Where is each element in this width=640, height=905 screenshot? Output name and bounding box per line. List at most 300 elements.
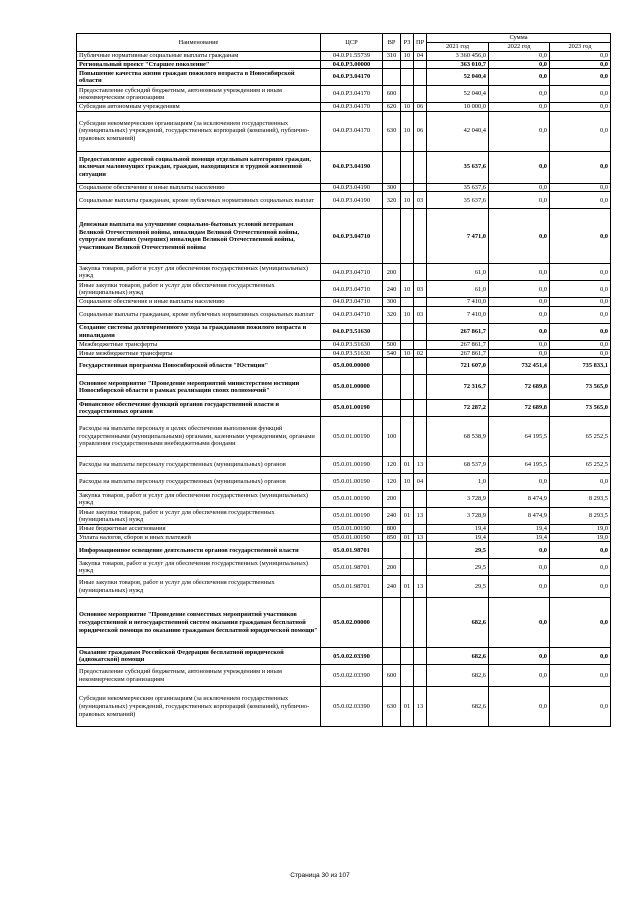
table-row xyxy=(77,375,611,400)
row-csr-cell: 05.0.01.00190 xyxy=(321,474,383,491)
row-pr-cell: 04 xyxy=(414,52,427,61)
row-2022-cell: 72 689,8 xyxy=(489,400,550,417)
row-2021-cell: 52 040,4 xyxy=(427,69,489,86)
row-2022-cell: 0,0 xyxy=(489,576,550,598)
row-2023-cell: 0,0 xyxy=(550,111,611,151)
row-pr-cell: 06 xyxy=(414,111,427,151)
row-2022-cell: 0,0 xyxy=(489,281,550,298)
table-row xyxy=(77,264,611,281)
table-row xyxy=(77,69,611,86)
row-vr-cell xyxy=(383,648,401,665)
row-2021-cell: 682,6 xyxy=(427,598,489,648)
row-pr-cell xyxy=(414,417,427,457)
row-2023-cell: 0,0 xyxy=(550,60,611,69)
row-rz-cell xyxy=(401,417,414,457)
row-name-cell: Региональный проект "Старшее поколение" xyxy=(77,60,321,69)
row-pr-cell: 03 xyxy=(414,306,427,323)
row-vr-cell xyxy=(383,323,401,340)
table-row xyxy=(77,474,611,491)
row-2022-cell: 0,0 xyxy=(489,264,550,281)
row-2021-cell: 267 861,7 xyxy=(427,323,489,340)
row-name-cell: Уплата налогов, сборов и иных платежей xyxy=(77,533,321,542)
row-name-cell: Социальное обеспечение и иные выплаты населению xyxy=(77,298,321,307)
row-name-cell: Социальное обеспечение и иные выплаты населению xyxy=(77,183,321,192)
row-pr-cell xyxy=(414,525,427,534)
row-2022-cell: 64 195,5 xyxy=(489,417,550,457)
row-name-cell: Предоставление адресной социальной помощи отдельным категориям граждан, включая малоимущих граждан, граждан, находящихся в трудной жизненной ситуации xyxy=(77,151,321,183)
row-rz-cell xyxy=(401,400,414,417)
row-pr-cell xyxy=(414,648,427,665)
budget-table-sheet xyxy=(76,33,610,727)
row-vr-cell xyxy=(383,598,401,648)
row-vr-cell xyxy=(383,209,401,264)
row-2023-cell: 0,0 xyxy=(550,349,611,358)
row-pr-cell xyxy=(414,323,427,340)
row-pr-cell: 13 xyxy=(414,576,427,598)
row-2021-cell: 267 861,7 xyxy=(427,340,489,349)
row-pr-cell xyxy=(414,209,427,264)
row-2023-cell: 0,0 xyxy=(550,209,611,264)
row-pr-cell xyxy=(414,86,427,103)
row-pr-cell xyxy=(414,375,427,400)
row-2022-cell: 0,0 xyxy=(489,183,550,192)
row-2023-cell: 0,0 xyxy=(550,192,611,209)
row-csr-cell: 04.0.P3.04190 xyxy=(321,183,383,192)
row-rz-cell xyxy=(401,491,414,508)
row-vr-cell: 320 xyxy=(383,192,401,209)
row-name-cell: Субсидии автономным учреждениям xyxy=(77,103,321,112)
table-row xyxy=(77,340,611,349)
row-name-cell: Предоставление субсидий бюджетным, автономным учреждениям и иным некоммерческим организациям xyxy=(77,665,321,687)
row-2023-cell: 73 565,0 xyxy=(550,400,611,417)
row-name-cell: Иные закупки товаров, работ и услуг для обеспечения государственных (муниципальных) нужд xyxy=(77,576,321,598)
row-2023-cell: 0,0 xyxy=(550,103,611,112)
row-2021-cell: 35 637,6 xyxy=(427,151,489,183)
row-rz-cell xyxy=(401,209,414,264)
row-2022-cell: 0,0 xyxy=(489,151,550,183)
row-csr-cell: 04.0.P3.00000 xyxy=(321,60,383,69)
row-name-cell: Предоставление субсидий бюджетным, автономным учреждениям и иным некоммерческим организациям xyxy=(77,86,321,103)
table-row xyxy=(77,576,611,598)
row-pr-cell xyxy=(414,340,427,349)
row-name-cell: Расходы на выплаты персоналу государственных (муниципальных) органов xyxy=(77,457,321,474)
row-2022-cell: 0,0 xyxy=(489,60,550,69)
row-name-cell: Финансовое обеспечение функций органов государственной власти и государственных органов xyxy=(77,400,321,417)
row-2023-cell: 8 293,5 xyxy=(550,491,611,508)
table-row xyxy=(77,103,611,112)
row-vr-cell: 100 xyxy=(383,417,401,457)
row-csr-cell: 04.0.P3.04710 xyxy=(321,264,383,281)
row-2022-cell: 0,0 xyxy=(489,69,550,86)
row-2021-cell: 721 607,0 xyxy=(427,358,489,375)
row-rz-cell xyxy=(401,60,414,69)
row-name-cell: Повышение качества жизни граждан пожилого возраста в Новосибирской области xyxy=(77,69,321,86)
row-rz-cell xyxy=(401,525,414,534)
col-header-rz: РЗ xyxy=(401,34,414,52)
row-2022-cell: 0,0 xyxy=(489,542,550,559)
table-row xyxy=(77,533,611,542)
col-header-vr: ВР xyxy=(383,34,401,52)
row-2021-cell: 7 410,0 xyxy=(427,306,489,323)
row-rz-cell: 10 xyxy=(401,281,414,298)
row-csr-cell: 04.0.P3.04170 xyxy=(321,69,383,86)
row-vr-cell xyxy=(383,69,401,86)
row-vr-cell: 200 xyxy=(383,559,401,576)
row-2022-cell: 0,0 xyxy=(489,306,550,323)
row-2022-cell: 0,0 xyxy=(489,598,550,648)
row-2023-cell: 0,0 xyxy=(550,69,611,86)
row-vr-cell: 310 xyxy=(383,52,401,61)
row-rz-cell: 10 xyxy=(401,306,414,323)
row-rz-cell: 01 xyxy=(401,533,414,542)
row-rz-cell xyxy=(401,542,414,559)
row-name-cell: Создание системы долговременного ухода за гражданами пожилого возраста и инвалидами xyxy=(77,323,321,340)
row-rz-cell xyxy=(401,598,414,648)
row-csr-cell: 04.0.P3.04170 xyxy=(321,103,383,112)
row-2021-cell: 682,6 xyxy=(427,665,489,687)
row-csr-cell: 05.0.02.03390 xyxy=(321,687,383,727)
table-row xyxy=(77,111,611,151)
row-2023-cell: 0,0 xyxy=(550,542,611,559)
row-2021-cell: 267 861,7 xyxy=(427,349,489,358)
row-2023-cell: 0,0 xyxy=(550,340,611,349)
row-2022-cell: 0,0 xyxy=(489,648,550,665)
table-row xyxy=(77,687,611,727)
row-2021-cell: 61,0 xyxy=(427,281,489,298)
row-vr-cell: 540 xyxy=(383,349,401,358)
row-csr-cell: 05.0.01.00000 xyxy=(321,375,383,400)
row-csr-cell: 05.0.01.98701 xyxy=(321,559,383,576)
row-2021-cell: 29,5 xyxy=(427,559,489,576)
row-csr-cell: 04.0.P3.51630 xyxy=(321,340,383,349)
row-pr-cell xyxy=(414,298,427,307)
row-rz-cell xyxy=(401,358,414,375)
row-2021-cell: 19,4 xyxy=(427,533,489,542)
row-csr-cell: 05.0.01.00190 xyxy=(321,400,383,417)
table-row xyxy=(77,183,611,192)
table-row xyxy=(77,192,611,209)
row-csr-cell: 05.0.02.03390 xyxy=(321,665,383,687)
row-name-cell: Иные закупки товаров, работ и услуг для обеспечения государственных (муниципальных) нужд xyxy=(77,508,321,525)
row-2021-cell: 19,4 xyxy=(427,525,489,534)
row-csr-cell: 05.0.02.03390 xyxy=(321,648,383,665)
table-row xyxy=(77,151,611,183)
row-2022-cell: 0,0 xyxy=(489,86,550,103)
row-2023-cell: 0,0 xyxy=(550,648,611,665)
row-2021-cell: 10 000,0 xyxy=(427,103,489,112)
row-2021-cell: 682,6 xyxy=(427,687,489,727)
row-2023-cell: 0,0 xyxy=(550,306,611,323)
col-header-pr: ПР xyxy=(414,34,427,52)
row-name-cell: Закупка товаров, работ и услуг для обеспечения государственных (муниципальных) нужд xyxy=(77,264,321,281)
table-row xyxy=(77,298,611,307)
row-vr-cell: 600 xyxy=(383,665,401,687)
row-2022-cell: 0,0 xyxy=(489,665,550,687)
row-rz-cell xyxy=(401,559,414,576)
row-2022-cell: 64 195,5 xyxy=(489,457,550,474)
row-2022-cell: 0,0 xyxy=(489,349,550,358)
row-name-cell: Основное мероприятие "Проведение совместных мероприятий участников государственной и негосударственной систем оказания гражданам бесплатной юридической помощи по оказанию гражданам бесплатной юридической помощи" xyxy=(77,598,321,648)
row-2023-cell: 19,0 xyxy=(550,533,611,542)
row-csr-cell: 05.0.01.00190 xyxy=(321,491,383,508)
row-2021-cell: 29,5 xyxy=(427,542,489,559)
row-2023-cell: 0,0 xyxy=(550,576,611,598)
row-name-cell: Иные межбюджетные трансферты xyxy=(77,349,321,358)
row-2021-cell: 72 316,7 xyxy=(427,375,489,400)
col-header-csr: ЦСР xyxy=(321,34,383,52)
row-2021-cell: 35 637,6 xyxy=(427,192,489,209)
row-2022-cell: 8 474,9 xyxy=(489,491,550,508)
row-vr-cell: 850 xyxy=(383,533,401,542)
row-vr-cell: 240 xyxy=(383,576,401,598)
row-2021-cell: 42 040,4 xyxy=(427,111,489,151)
row-2021-cell: 68 537,9 xyxy=(427,457,489,474)
table-row xyxy=(77,665,611,687)
row-vr-cell: 200 xyxy=(383,264,401,281)
row-rz-cell xyxy=(401,375,414,400)
row-vr-cell: 630 xyxy=(383,111,401,151)
row-csr-cell: 05.0.01.00190 xyxy=(321,457,383,474)
row-vr-cell: 630 xyxy=(383,687,401,727)
row-pr-cell: 13 xyxy=(414,457,427,474)
row-name-cell: Расходы на выплаты персоналу в целях обеспечения выполнения функций государственными (муниципальными) органами, казенными учреждениями, органами управления государственными внебюджетными фондами xyxy=(77,417,321,457)
budget-table-body xyxy=(77,52,611,727)
table-row xyxy=(77,400,611,417)
row-csr-cell: 04.0.P1.55739 xyxy=(321,52,383,61)
row-csr-cell: 05.0.01.98701 xyxy=(321,542,383,559)
row-2021-cell: 7 410,0 xyxy=(427,298,489,307)
row-2021-cell: 29,5 xyxy=(427,576,489,598)
table-row xyxy=(77,648,611,665)
row-csr-cell: 05.0.01.00190 xyxy=(321,533,383,542)
row-csr-cell: 04.0.P3.04710 xyxy=(321,298,383,307)
row-2021-cell: 35 637,6 xyxy=(427,183,489,192)
row-vr-cell: 600 xyxy=(383,86,401,103)
row-rz-cell: 10 xyxy=(401,474,414,491)
row-name-cell: Субсидии некоммерческим организациям (за исключением государственных (муниципальных) учреждений, государственных корпораций (компаний), публично-правовых компаний) xyxy=(77,111,321,151)
row-rz-cell: 10 xyxy=(401,349,414,358)
col-header-2022: 2022 год xyxy=(489,43,550,52)
row-2023-cell: 73 565,0 xyxy=(550,375,611,400)
row-pr-cell xyxy=(414,183,427,192)
row-name-cell: Социальные выплаты гражданам, кроме публичных нормативных социальных выплат xyxy=(77,306,321,323)
table-row xyxy=(77,508,611,525)
row-csr-cell: 04.0.P3.04190 xyxy=(321,192,383,209)
row-vr-cell xyxy=(383,542,401,559)
row-2022-cell: 0,0 xyxy=(489,687,550,727)
row-2022-cell: 0,0 xyxy=(489,192,550,209)
row-pr-cell xyxy=(414,665,427,687)
row-name-cell: Основное мероприятие "Проведение мероприятий министерством юстиции Новосибирской области в рамках реализации своих полномочий" xyxy=(77,375,321,400)
row-csr-cell: 04.0.P3.04710 xyxy=(321,209,383,264)
row-2023-cell: 65 252,5 xyxy=(550,417,611,457)
row-2022-cell: 0,0 xyxy=(489,209,550,264)
row-vr-cell: 120 xyxy=(383,457,401,474)
row-name-cell: Публичные нормативные социальные выплаты гражданам xyxy=(77,52,321,61)
row-2023-cell: 8 293,5 xyxy=(550,508,611,525)
row-2021-cell: 72 287,2 xyxy=(427,400,489,417)
table-row xyxy=(77,86,611,103)
row-pr-cell xyxy=(414,358,427,375)
row-2022-cell: 0,0 xyxy=(489,111,550,151)
row-2021-cell: 3 728,9 xyxy=(427,491,489,508)
table-row xyxy=(77,358,611,375)
row-2022-cell: 0,0 xyxy=(489,298,550,307)
row-name-cell: Закупка товаров, работ и услуг для обеспечения государственных (муниципальных) нужд xyxy=(77,491,321,508)
row-2021-cell: 1,0 xyxy=(427,474,489,491)
row-vr-cell: 240 xyxy=(383,281,401,298)
row-rz-cell: 10 xyxy=(401,192,414,209)
table-row xyxy=(77,323,611,340)
col-header-sum: Сумма xyxy=(427,34,611,43)
row-rz-cell: 01 xyxy=(401,508,414,525)
row-pr-cell xyxy=(414,598,427,648)
table-row xyxy=(77,559,611,576)
budget-table xyxy=(76,33,611,727)
row-2023-cell: 0,0 xyxy=(550,52,611,61)
row-rz-cell xyxy=(401,86,414,103)
row-rz-cell: 10 xyxy=(401,111,414,151)
row-name-cell: Иные бюджетные ассигнования xyxy=(77,525,321,534)
row-2022-cell: 0,0 xyxy=(489,474,550,491)
row-2021-cell: 68 538,9 xyxy=(427,417,489,457)
row-name-cell: Информационное освещение деятельности органов государственной власти xyxy=(77,542,321,559)
row-2023-cell: 0,0 xyxy=(550,86,611,103)
row-pr-cell xyxy=(414,60,427,69)
row-2022-cell: 0,0 xyxy=(489,323,550,340)
row-2023-cell: 0,0 xyxy=(550,151,611,183)
row-rz-cell xyxy=(401,665,414,687)
row-2021-cell: 3 360 456,0 xyxy=(427,52,489,61)
row-csr-cell: 05.0.01.00190 xyxy=(321,417,383,457)
row-pr-cell xyxy=(414,491,427,508)
row-vr-cell: 320 xyxy=(383,306,401,323)
row-name-cell: Иные закупки товаров, работ и услуг для обеспечения государственных (муниципальных) нужд xyxy=(77,281,321,298)
row-pr-cell: 13 xyxy=(414,687,427,727)
row-name-cell: Социальные выплаты гражданам, кроме публичных нормативных социальных выплат xyxy=(77,192,321,209)
row-rz-cell xyxy=(401,183,414,192)
row-pr-cell xyxy=(414,559,427,576)
row-vr-cell xyxy=(383,151,401,183)
row-pr-cell: 04 xyxy=(414,474,427,491)
row-2023-cell: 0,0 xyxy=(550,264,611,281)
row-rz-cell xyxy=(401,648,414,665)
row-name-cell: Расходы на выплаты персоналу государственных (муниципальных) органов xyxy=(77,474,321,491)
row-2023-cell: 0,0 xyxy=(550,559,611,576)
table-row xyxy=(77,525,611,534)
row-rz-cell xyxy=(401,69,414,86)
row-csr-cell: 05.0.00.00000 xyxy=(321,358,383,375)
row-rz-cell: 10 xyxy=(401,103,414,112)
row-2021-cell: 7 471,0 xyxy=(427,209,489,264)
table-row xyxy=(77,417,611,457)
row-pr-cell xyxy=(414,542,427,559)
page-number: Страница 30 из 107 xyxy=(290,872,350,879)
table-row xyxy=(77,349,611,358)
row-rz-cell xyxy=(401,323,414,340)
row-rz-cell xyxy=(401,264,414,281)
row-2023-cell: 0,0 xyxy=(550,323,611,340)
row-rz-cell: 01 xyxy=(401,687,414,727)
row-vr-cell xyxy=(383,400,401,417)
row-2023-cell: 0,0 xyxy=(550,474,611,491)
row-2022-cell: 19,4 xyxy=(489,525,550,534)
row-vr-cell xyxy=(383,60,401,69)
row-csr-cell: 04.0.P3.04710 xyxy=(321,306,383,323)
row-2021-cell: 682,6 xyxy=(427,648,489,665)
row-pr-cell: 03 xyxy=(414,192,427,209)
row-2021-cell: 363 010,7 xyxy=(427,60,489,69)
row-rz-cell: 01 xyxy=(401,576,414,598)
row-vr-cell: 500 xyxy=(383,340,401,349)
row-2022-cell: 0,0 xyxy=(489,340,550,349)
row-2023-cell: 0,0 xyxy=(550,687,611,727)
row-2022-cell: 732 451,4 xyxy=(489,358,550,375)
row-name-cell: Субсидии некоммерческим организациям (за исключением государственных (муниципальных) учреждений, государственных корпораций (компаний), публично-правовых компаний) xyxy=(77,687,321,727)
table-row xyxy=(77,542,611,559)
row-vr-cell: 120 xyxy=(383,474,401,491)
row-2021-cell: 52 040,4 xyxy=(427,86,489,103)
row-2023-cell: 0,0 xyxy=(550,665,611,687)
col-header-2021: 2021 год xyxy=(427,43,489,52)
row-2022-cell: 72 689,8 xyxy=(489,375,550,400)
row-2023-cell: 0,0 xyxy=(550,598,611,648)
row-pr-cell: 02 xyxy=(414,349,427,358)
row-name-cell: Межбюджетные трансферты xyxy=(77,340,321,349)
row-rz-cell xyxy=(401,151,414,183)
row-2023-cell: 65 252,5 xyxy=(550,457,611,474)
row-csr-cell: 04.0.P3.51630 xyxy=(321,323,383,340)
row-csr-cell: 04.0.P3.04190 xyxy=(321,151,383,183)
row-csr-cell: 04.0.P3.04710 xyxy=(321,281,383,298)
row-2023-cell: 0,0 xyxy=(550,183,611,192)
row-2023-cell: 0,0 xyxy=(550,281,611,298)
row-pr-cell xyxy=(414,151,427,183)
row-rz-cell xyxy=(401,298,414,307)
row-pr-cell: 06 xyxy=(414,103,427,112)
row-pr-cell: 03 xyxy=(414,281,427,298)
table-row xyxy=(77,52,611,61)
row-rz-cell: 10 xyxy=(401,52,414,61)
row-rz-cell: 01 xyxy=(401,457,414,474)
row-vr-cell: 200 xyxy=(383,491,401,508)
row-pr-cell xyxy=(414,400,427,417)
row-csr-cell: 05.0.01.98701 xyxy=(321,576,383,598)
row-2022-cell: 0,0 xyxy=(489,52,550,61)
row-name-cell: Оказание гражданам Российской Федерации бесплатной юридической (адвокатской) помощи xyxy=(77,648,321,665)
col-header-2023: 2023 год xyxy=(550,43,611,52)
row-pr-cell: 13 xyxy=(414,508,427,525)
row-csr-cell: 05.0.01.00190 xyxy=(321,525,383,534)
table-row xyxy=(77,306,611,323)
row-2022-cell: 8 474,9 xyxy=(489,508,550,525)
row-csr-cell: 04.0.P3.04170 xyxy=(321,111,383,151)
table-row xyxy=(77,457,611,474)
table-row xyxy=(77,209,611,264)
row-2023-cell: 735 833,1 xyxy=(550,358,611,375)
row-2023-cell: 19,0 xyxy=(550,525,611,534)
row-name-cell: Денежная выплата на улучшение социально-бытовых условий ветеранам Великой Отечественной войны, инвалидам Великой Отечественной войны, супругам погибших (умерших) инвалидов Великой Отечественной войны, участникам Великой Отечественной войны xyxy=(77,209,321,264)
table-row xyxy=(77,281,611,298)
row-name-cell: Закупка товаров, работ и услуг для обеспечения государственных (муниципальных) нужд xyxy=(77,559,321,576)
row-vr-cell xyxy=(383,358,401,375)
row-2023-cell: 0,0 xyxy=(550,298,611,307)
table-row xyxy=(77,491,611,508)
row-vr-cell xyxy=(383,375,401,400)
row-2022-cell: 0,0 xyxy=(489,559,550,576)
row-pr-cell: 13 xyxy=(414,533,427,542)
row-rz-cell xyxy=(401,340,414,349)
